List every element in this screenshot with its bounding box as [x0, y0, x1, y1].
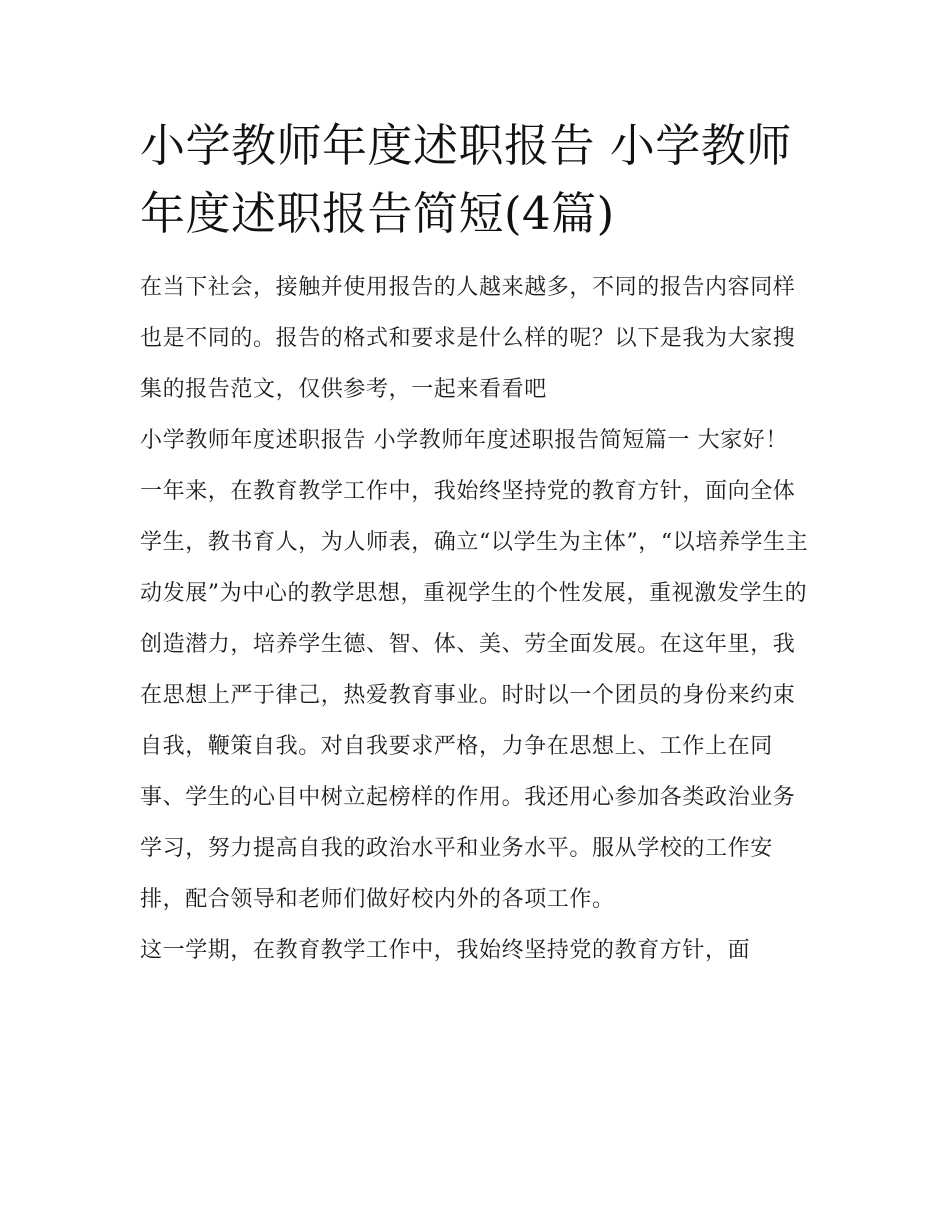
- section-heading-paragraph: 小学教师年度述职报告 小学教师年度述职报告简短篇一 大家好！: [140, 428, 788, 453]
- document-body: [140, 262, 812, 976]
- document-title: 小学教师年度述职报告 小学教师年度述职报告简短(4篇): [140, 119, 792, 240]
- intro-paragraph: 在当下社会，接触并使用报告的人越来越多，不同的报告内容同样也是不同的。报告的格式和要求是什么样的呢？以下是我为大家搜集的报告范文，仅供参考，一起来看看吧: [140, 275, 796, 402]
- body-paragraph: 一年来，在教育教学工作中，我始终坚持党的教育方针，面向全体学生，教书育人，为人师表，确立“以学生为主体”，“以培养学生主动发展”为中心的教学思想，重视学生的个性发展，重视激发学生的创造潜力，培养学生德、智、体、美、劳全面发展。在这年里，我在思想上严于律己，热爱教育事业。时时以一个团员的身份来约束自我，鞭策自我。对自我要求严格，力争在思想上、工作上在同事、学生的心目中树立起榜样的作用。我还用心参加各类政治业务学习，努力提高自我的政治水平和业务水平。服从学校的工作安排，配合领导和老师们做好校内外的各项工作。: [140, 479, 809, 912]
- document-content: [140, 112, 812, 976]
- continued-paragraph: 这一学期，在教育教学工作中，我始终坚持党的教育方针，面: [140, 938, 751, 963]
